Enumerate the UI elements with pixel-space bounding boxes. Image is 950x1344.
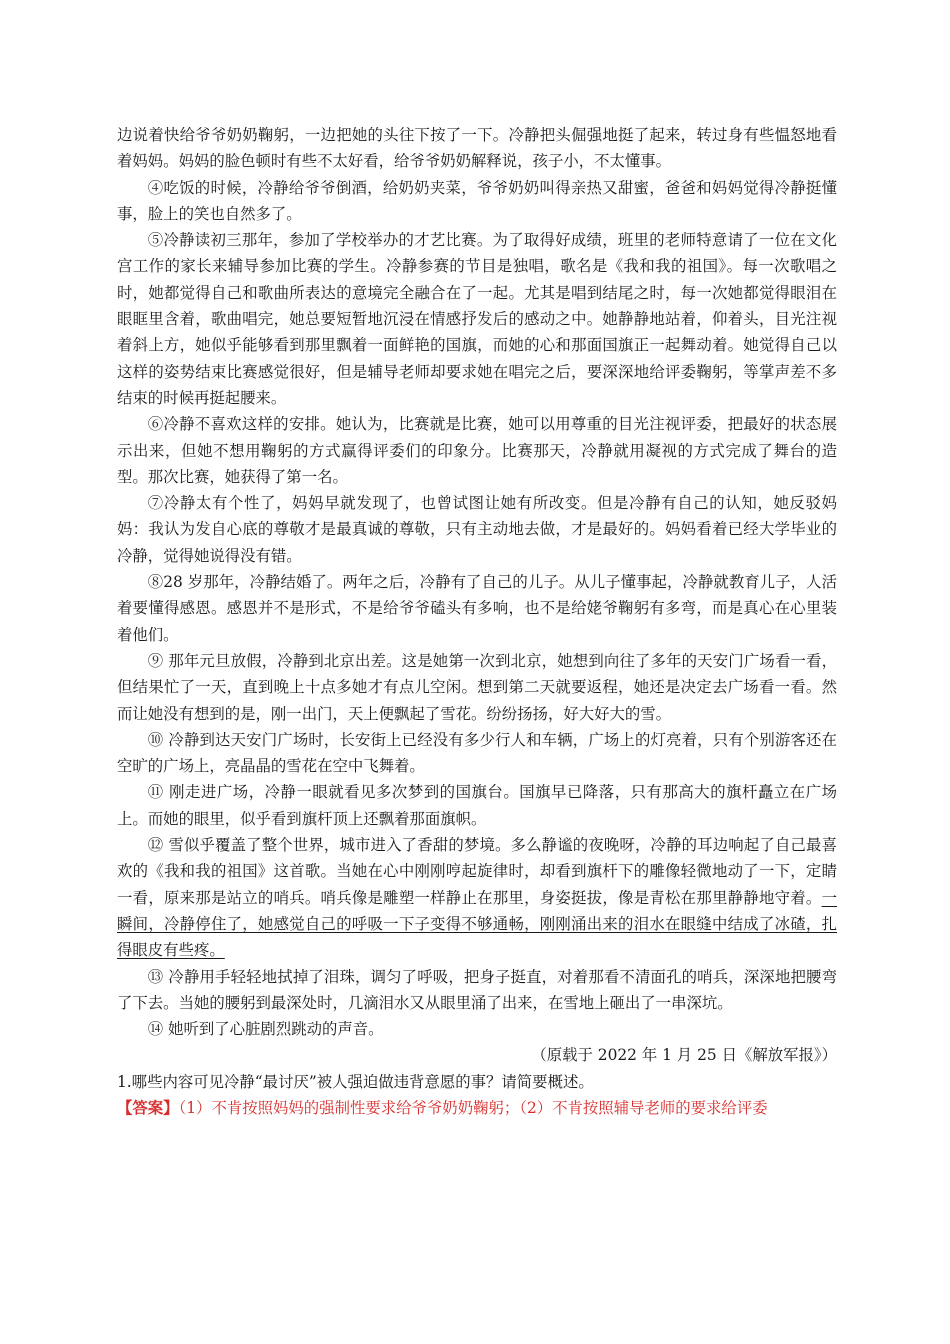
paragraph-10: ⑩ 冷静到达天安门广场时，长安街上已经没有多少行人和车辆，广场上的灯亮着，只有个别游客还在空旷的广场上，亮晶晶的雪花在空中飞舞着。 [117, 730, 837, 776]
article-body [117, 122, 837, 1121]
paragraph-8: ⑧28 岁那年，冷静结婚了。两年之后，冷静有了自己的儿子。从儿子懂事起，冷静就教育儿子，人活着要懂得感恩。感恩并不是形式，不是给爷爷磕头有多响，也不是给姥爷鞠躬有多弯，而是真心在心里装着他们。 [117, 573, 837, 644]
paragraph-14: ⑭ 她听到了心脏剧烈跳动的声音。 [147, 1020, 384, 1039]
paragraph-12 [117, 832, 837, 963]
paragraph-13: ⑬ 冷静用手轻轻地拭掉了泪珠，调匀了呼吸，把身子挺直，对着那看不清面孔的哨兵，深深地把腰弯了下去。当她的腰躬到最深处时，几滴泪水又从眼里涌了出来，在雪地上砸出了一串深坑。 [117, 967, 837, 1012]
paragraph-9: ⑨ 那年元旦放假，冷静到北京出差。这是她第一次到北京，她想到向往了多年的天安门广场看一看，但结果忙了一天，直到晚上十点多她才有点儿空闲。想到第二天就要返程，她还是决定去广场看一看。然而让她没有想到的是，刚一出门，天上便飘起了雪花。纷纷扬扬，好大好大的雪。 [117, 651, 837, 723]
source-citation: （原载于 2022 年 1 月 25 日《解放军报》） [531, 1046, 837, 1065]
paragraph-12-text: ⑫ 雪似乎覆盖了整个世界，城市进入了香甜的梦境。多么静谧的夜晚呀，冷静的耳边响起了自己最喜欢的《我和我的祖国》这首歌。当她在心中刚刚哼起旋律时，却看到旗杆下的雕像轻微地动了一下，定睛一看，原来那是站立的哨兵。哨兵像是雕塑一样静止在那里，身姿挺拔，像是青松在那里静静地守着。 [117, 836, 837, 907]
answer-text: （1）不肯按照妈妈的强制性要求给爷爷奶奶鞠躬；（2）不肯按照辅导老师的要求给评委 [178, 1098, 768, 1117]
answer-1 [117, 1095, 837, 1121]
paragraph-11: ⑪ 刚走进广场，冷静一眼就看见多次梦到的国旗台。国旗早已降落，只有那高大的旗杆矗立在广场上。而她的眼里，似乎看到旗杆顶上还飘着那面旗帜。 [117, 783, 837, 828]
underlined-sentence: 一瞬间，冷静停住了，她感觉自己的呼吸一下子变得不够通畅，刚刚涌出来的泪水在眼缝中结成了冰碴，扎得眼皮有些疼。 [117, 888, 837, 960]
paragraph-continued: 边说着快给爷爷奶奶鞠躬，一边把她的头往下按了一下。冷静把头倔强地挺了起来，转过身有些愠怒地看着妈妈。妈妈的脸色顿时有些不太好看，给爷爷奶奶解释说，孩子小，不太懂事。 [117, 126, 837, 171]
paragraph-5: ⑤冷静读初三那年，参加了学校举办的才艺比赛。为了取得好成绩，班里的老师特意请了一位在文化宫工作的家长来辅导参加比赛的学生。冷静参赛的节目是独唱，歌名是《我和我的祖国》。每一次歌唱之时，她都觉得自己和歌曲所表达的意境完全融合在了一起。尤其是唱到结尾之时，每一次她都觉得眼泪在眼眶里含着，歌曲唱完，她总要短暂地沉浸在情感抒发后的感动之中。她静静地站着，仰着头，目光注视着斜上方，她似乎能够看到那里飘着一面鲜艳的国旗，而她的心和那面国旗正一起舞动着。她觉得自己以这样的姿势结束比赛感觉很好，但是辅导老师却要求她在唱完之后，要深深地给评委鞠躬，等掌声差不多结束的时候再挺起腰来。 [117, 231, 837, 407]
question-1: 1.哪些内容可见冷静“最讨厌”被人强迫做违背意愿的事？请简要概述。 [117, 1072, 594, 1091]
answer-tag: 【答案】 [117, 1098, 179, 1117]
paragraph-4: ④吃饭的时候，冷静给爷爷倒酒，给奶奶夹菜，爷爷奶奶叫得亲热又甜蜜，爸爸和妈妈觉得冷静挺懂事，脸上的笑也自然多了。 [117, 178, 837, 223]
paragraph-7: ⑦冷静太有个性了，妈妈早就发现了，也曾试图让她有所改变。但是冷静有自己的认知，她反驳妈妈：我认为发自心底的尊敬才是最真诚的尊敬，只有主动地去做，才是最好的。妈妈看着已经大学毕业的冷静，觉得她说得没有错。 [117, 494, 837, 565]
paragraph-6: ⑥冷静不喜欢这样的安排。她认为，比赛就是比赛，她可以用尊重的目光注视评委，把最好的状态展示出来，但她不想用鞠躬的方式赢得评委们的印象分。比赛那天，冷静就用凝视的方式完成了舞台的造型。那次比赛，她获得了第一名。 [117, 415, 837, 486]
